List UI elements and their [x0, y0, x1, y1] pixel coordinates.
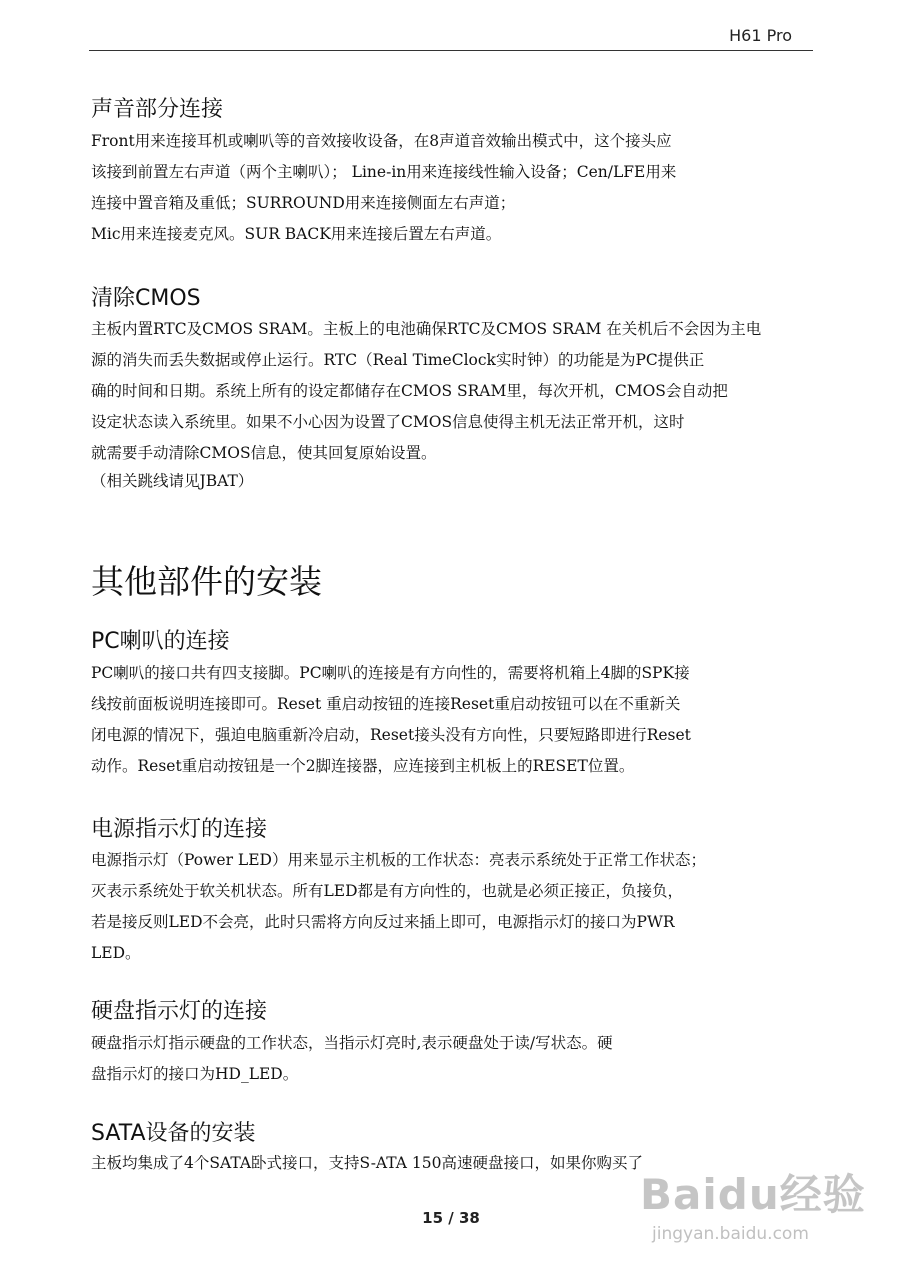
watermark-logo: Baidu经验 — [640, 1170, 866, 1219]
text-line: LED。 — [91, 944, 141, 962]
text-line: 连接中置音箱及重低；SURROUND用来连接侧面左右声道； — [91, 194, 516, 212]
text-line: 硬盘指示灯指示硬盘的工作状态，当指示灯亮时,表示硬盘处于读/写状态。硬 — [91, 1034, 613, 1052]
section-body-hdd-led — [91, 1028, 813, 1090]
text-line: 盘指示灯的接口为HD_LED。 — [91, 1065, 299, 1083]
watermark-url: jingyan.baidu.com — [652, 1224, 809, 1244]
header-title: H61 Pro — [729, 26, 792, 45]
section-heading-cmos: 清除CMOS — [91, 286, 201, 311]
chapter-title: 其他部件的安装 — [91, 562, 322, 601]
text-line: 电源指示灯（Power LED）用来显示主机板的工作状态：亮表示系统处于正常工作状态； — [91, 851, 706, 869]
section-body-cmos — [91, 314, 813, 493]
text-line: 主板均集成了4个SATA卧式接口，支持S-ATA 150高速硬盘接口，如果你购买了 — [91, 1154, 643, 1172]
text-line: 确的时间和日期。系统上所有的设定都储存在CMOS SRAM里，每次开机，CMOS会自动把 — [91, 382, 728, 400]
section-heading-speaker: PC喇叭的连接 — [91, 629, 230, 654]
section-body-power-led — [91, 845, 813, 969]
text-line: 线按前面板说明连接即可。Reset 重启动按钮的连接Reset重启动按钮可以在不重新关 — [91, 695, 681, 713]
text-line: 若是接反则LED不会亮，此时只需将方向反过来插上即可，电源指示灯的接口为PWR — [91, 913, 675, 931]
header-divider — [89, 50, 813, 51]
section-heading-power-led: 电源指示灯的连接 — [91, 817, 268, 842]
section-body-audio — [91, 126, 813, 250]
text-line: 动作。Reset重启动按钮是一个2脚连接器，应连接到主机板上的RESET位置。 — [91, 757, 635, 775]
text-line: Front用来连接耳机或喇叭等的音效接收设备，在8声道音效输出模式中，这个接头应 — [91, 132, 672, 150]
text-line: 主板内置RTC及CMOS SRAM。主板上的电池确保RTC及CMOS SRAM 在关机后不会因为主电 — [91, 320, 762, 338]
text-line: 该接到前置左右声道（两个主喇叭）； Line-in用来连接线性输入设备；Cen/LFE用来 — [91, 163, 677, 181]
text-line: （相关跳线请见JBAT） — [91, 472, 254, 490]
text-line: PC喇叭的接口共有四支接脚。PC喇叭的连接是有方向性的，需要将机箱上4脚的SPK接 — [91, 664, 690, 682]
text-line: 设定状态读入系统里。如果不小心因为设置了CMOS信息使得主机无法正常开机，这时 — [91, 413, 685, 431]
section-heading-audio: 声音部分连接 — [91, 97, 224, 122]
section-heading-sata: SATA设备的安装 — [91, 1121, 256, 1146]
text-line: 闭电源的情况下，强迫电脑重新冷启动，Reset接头没有方向性，只要短路即进行Reset — [91, 726, 691, 744]
page-number: 15 / 38 — [422, 1209, 480, 1227]
text-line: 源的消失而丢失数据或停止运行。RTC（Real TimeClock实时钟）的功能是为PC提供正 — [91, 351, 705, 369]
text-line: 就需要手动清除CMOS信息，使其回复原始设置。 — [91, 444, 437, 462]
text-line: Mic用来连接麦克风。SUR BACK用来连接后置左右声道。 — [91, 225, 502, 243]
section-body-speaker — [91, 658, 813, 782]
text-line: 灭表示系统处于软关机状态。所有LED都是有方向性的，也就是必须正接正，负接负， — [91, 882, 684, 900]
section-heading-hdd-led: 硬盘指示灯的连接 — [91, 999, 268, 1024]
